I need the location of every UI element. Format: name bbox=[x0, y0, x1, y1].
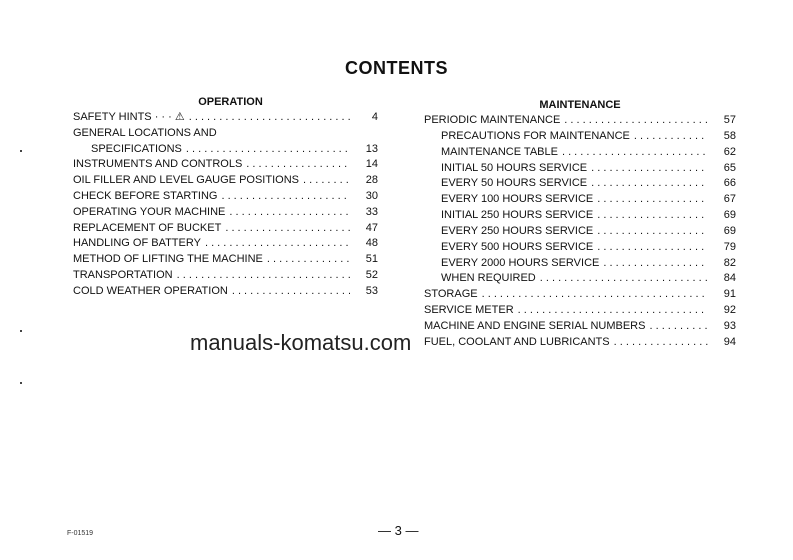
page-title: CONTENTS bbox=[345, 58, 448, 78]
toc-entry-page: 94 bbox=[723, 335, 736, 348]
toc-entry-page: 48 bbox=[365, 237, 378, 250]
toc-entry-label: EVERY 50 HOURS SERVICE bbox=[441, 177, 588, 190]
toc-entry-label: SERVICE METER bbox=[424, 304, 514, 317]
toc-entry[interactable] bbox=[73, 142, 378, 158]
toc-entry-label: OIL FILLER AND LEVEL GAUGE POSITIONS bbox=[73, 174, 299, 187]
toc-entry-page: 84 bbox=[723, 272, 736, 285]
toc-entry-page: 47 bbox=[365, 221, 378, 234]
toc-entry[interactable] bbox=[424, 161, 736, 177]
dot-leader bbox=[597, 224, 708, 240]
toc-entry-label: WHEN REQUIRED bbox=[441, 272, 536, 285]
watermark-text: manuals-komatsu.com bbox=[190, 330, 412, 355]
maintenance-heading: MAINTENANCE bbox=[539, 99, 621, 111]
toc-entry[interactable] bbox=[424, 113, 736, 129]
dot-leader bbox=[597, 240, 708, 256]
toc-entry-page: 62 bbox=[723, 145, 736, 158]
toc-entry-label: PERIODIC MAINTENANCE bbox=[424, 114, 561, 126]
toc-entry-page: 67 bbox=[723, 193, 736, 206]
toc-entry-page: 82 bbox=[723, 256, 736, 269]
toc-entry-page: 57 bbox=[723, 114, 736, 126]
toc-entry-label: INITIAL 50 HOURS SERVICE bbox=[441, 161, 588, 174]
toc-entry-page: 52 bbox=[365, 268, 378, 281]
toc-entry-label: INITIAL 250 HOURS SERVICE bbox=[441, 209, 594, 222]
toc-entry-page: 33 bbox=[365, 205, 378, 218]
toc-entry-label: STORAGE bbox=[424, 288, 478, 301]
dot-leader bbox=[634, 129, 708, 145]
toc-entry-page: 58 bbox=[723, 129, 736, 142]
toc-entry-page: 66 bbox=[723, 177, 736, 190]
toc-entry[interactable] bbox=[73, 252, 378, 268]
dot-leader bbox=[597, 192, 708, 208]
dot-leader bbox=[614, 335, 708, 351]
toc-entry-label: INSTRUMENTS AND CONTROLS bbox=[73, 158, 243, 171]
toc-entry-label: HANDLING OF BATTERY bbox=[73, 237, 201, 250]
toc-entry-label: REPLACEMENT OF BUCKET bbox=[73, 221, 222, 234]
toc-entry-page: 93 bbox=[723, 319, 736, 332]
toc-entry-label: EVERY 500 HOURS SERVICE bbox=[441, 240, 594, 253]
toc-entry[interactable] bbox=[424, 303, 736, 319]
toc-entry[interactable] bbox=[73, 157, 378, 173]
toc-entry[interactable] bbox=[73, 284, 378, 300]
dot-leader bbox=[591, 176, 708, 192]
toc-entry-label: EVERY 2000 HOURS SERVICE bbox=[441, 256, 600, 269]
toc-entry-label: PRECAUTIONS FOR MAINTENANCE bbox=[441, 129, 630, 142]
toc-entry-label: SAFETY HINTS · · · ⚠ bbox=[73, 111, 185, 123]
dot-leader bbox=[189, 110, 350, 126]
dot-leader bbox=[246, 157, 350, 173]
toc-entry-page: 4 bbox=[371, 111, 378, 123]
toc-entry[interactable] bbox=[73, 236, 378, 252]
toc-entry-page: 51 bbox=[365, 253, 378, 266]
dot-leader bbox=[225, 221, 350, 237]
scan-mark bbox=[20, 330, 22, 332]
toc-entry[interactable] bbox=[424, 224, 736, 240]
operation-heading: OPERATION bbox=[198, 96, 263, 108]
dot-leader bbox=[518, 303, 708, 319]
dot-leader bbox=[229, 205, 350, 221]
toc-entry[interactable] bbox=[424, 129, 736, 145]
toc-entry-label: COLD WEATHER OPERATION bbox=[73, 284, 228, 297]
toc-entry[interactable] bbox=[424, 287, 736, 303]
toc-entry-page: 69 bbox=[723, 209, 736, 222]
toc-entry-label: METHOD OF LIFTING THE MACHINE bbox=[73, 253, 263, 266]
maintenance-section bbox=[424, 98, 736, 351]
toc-entry-label: GENERAL LOCATIONS AND bbox=[73, 126, 217, 139]
toc-entry[interactable] bbox=[424, 256, 736, 272]
toc-entry-page: 14 bbox=[365, 158, 378, 171]
dot-leader bbox=[186, 142, 350, 158]
toc-entry[interactable] bbox=[73, 110, 378, 126]
toc-entry-page: 30 bbox=[365, 189, 378, 202]
toc-entry-label: MACHINE AND ENGINE SERIAL NUMBERS bbox=[424, 319, 646, 332]
toc-entry-label: EVERY 250 HOURS SERVICE bbox=[441, 224, 594, 237]
toc-entry-label: SPECIFICATIONS bbox=[91, 142, 182, 155]
dot-leader bbox=[603, 256, 708, 272]
dot-leader bbox=[597, 208, 708, 224]
toc-entry[interactable] bbox=[424, 271, 736, 287]
toc-entry[interactable] bbox=[424, 240, 736, 256]
dot-leader bbox=[205, 236, 350, 252]
dot-leader bbox=[562, 145, 708, 161]
toc-entry[interactable] bbox=[73, 205, 378, 221]
page-number: — 3 — bbox=[378, 523, 419, 538]
toc-entry-label: FUEL, COOLANT AND LUBRICANTS bbox=[424, 335, 610, 348]
toc-entry[interactable] bbox=[73, 268, 378, 284]
toc-entry-label: TRANSPORTATION bbox=[73, 268, 173, 281]
dot-leader bbox=[540, 271, 708, 287]
toc-entry-page: 92 bbox=[723, 304, 736, 317]
operation-section bbox=[73, 95, 378, 300]
dot-leader bbox=[232, 284, 350, 300]
footer-code: F-01519 bbox=[67, 530, 94, 537]
scan-mark bbox=[20, 382, 22, 384]
toc-entry-label: MAINTENANCE TABLE bbox=[441, 145, 558, 158]
toc-entry-label: EVERY 100 HOURS SERVICE bbox=[441, 193, 594, 206]
toc-entry[interactable] bbox=[424, 176, 736, 192]
dot-leader bbox=[649, 319, 708, 335]
toc-entry[interactable] bbox=[424, 192, 736, 208]
scan-mark bbox=[20, 150, 22, 152]
toc-entry[interactable] bbox=[73, 173, 378, 189]
toc-entry[interactable] bbox=[424, 335, 736, 351]
toc-entry-page: 69 bbox=[723, 224, 736, 237]
toc-entry-label: OPERATING YOUR MACHINE bbox=[73, 205, 226, 218]
toc-entry-page: 91 bbox=[723, 288, 736, 301]
toc-entry-page: 13 bbox=[365, 142, 378, 155]
dot-leader bbox=[267, 252, 350, 268]
toc-entry-label: CHECK BEFORE STARTING bbox=[73, 189, 218, 202]
toc-entry[interactable] bbox=[73, 189, 378, 205]
toc-entry-page: 28 bbox=[365, 174, 378, 187]
dot-leader bbox=[591, 161, 708, 177]
dot-leader bbox=[482, 287, 708, 303]
toc-entry[interactable] bbox=[73, 126, 378, 142]
toc-entry[interactable] bbox=[73, 221, 378, 237]
toc-entry[interactable] bbox=[424, 208, 736, 224]
toc-entry-page: 53 bbox=[365, 284, 378, 297]
dot-leader bbox=[303, 173, 350, 189]
dot-leader bbox=[221, 189, 350, 205]
toc-entry-page: 79 bbox=[723, 240, 736, 253]
dot-leader bbox=[177, 268, 350, 284]
dot-leader bbox=[564, 113, 708, 129]
toc-entry[interactable] bbox=[424, 319, 736, 335]
toc-entry[interactable] bbox=[424, 145, 736, 161]
toc-entry-page: 65 bbox=[723, 161, 736, 174]
